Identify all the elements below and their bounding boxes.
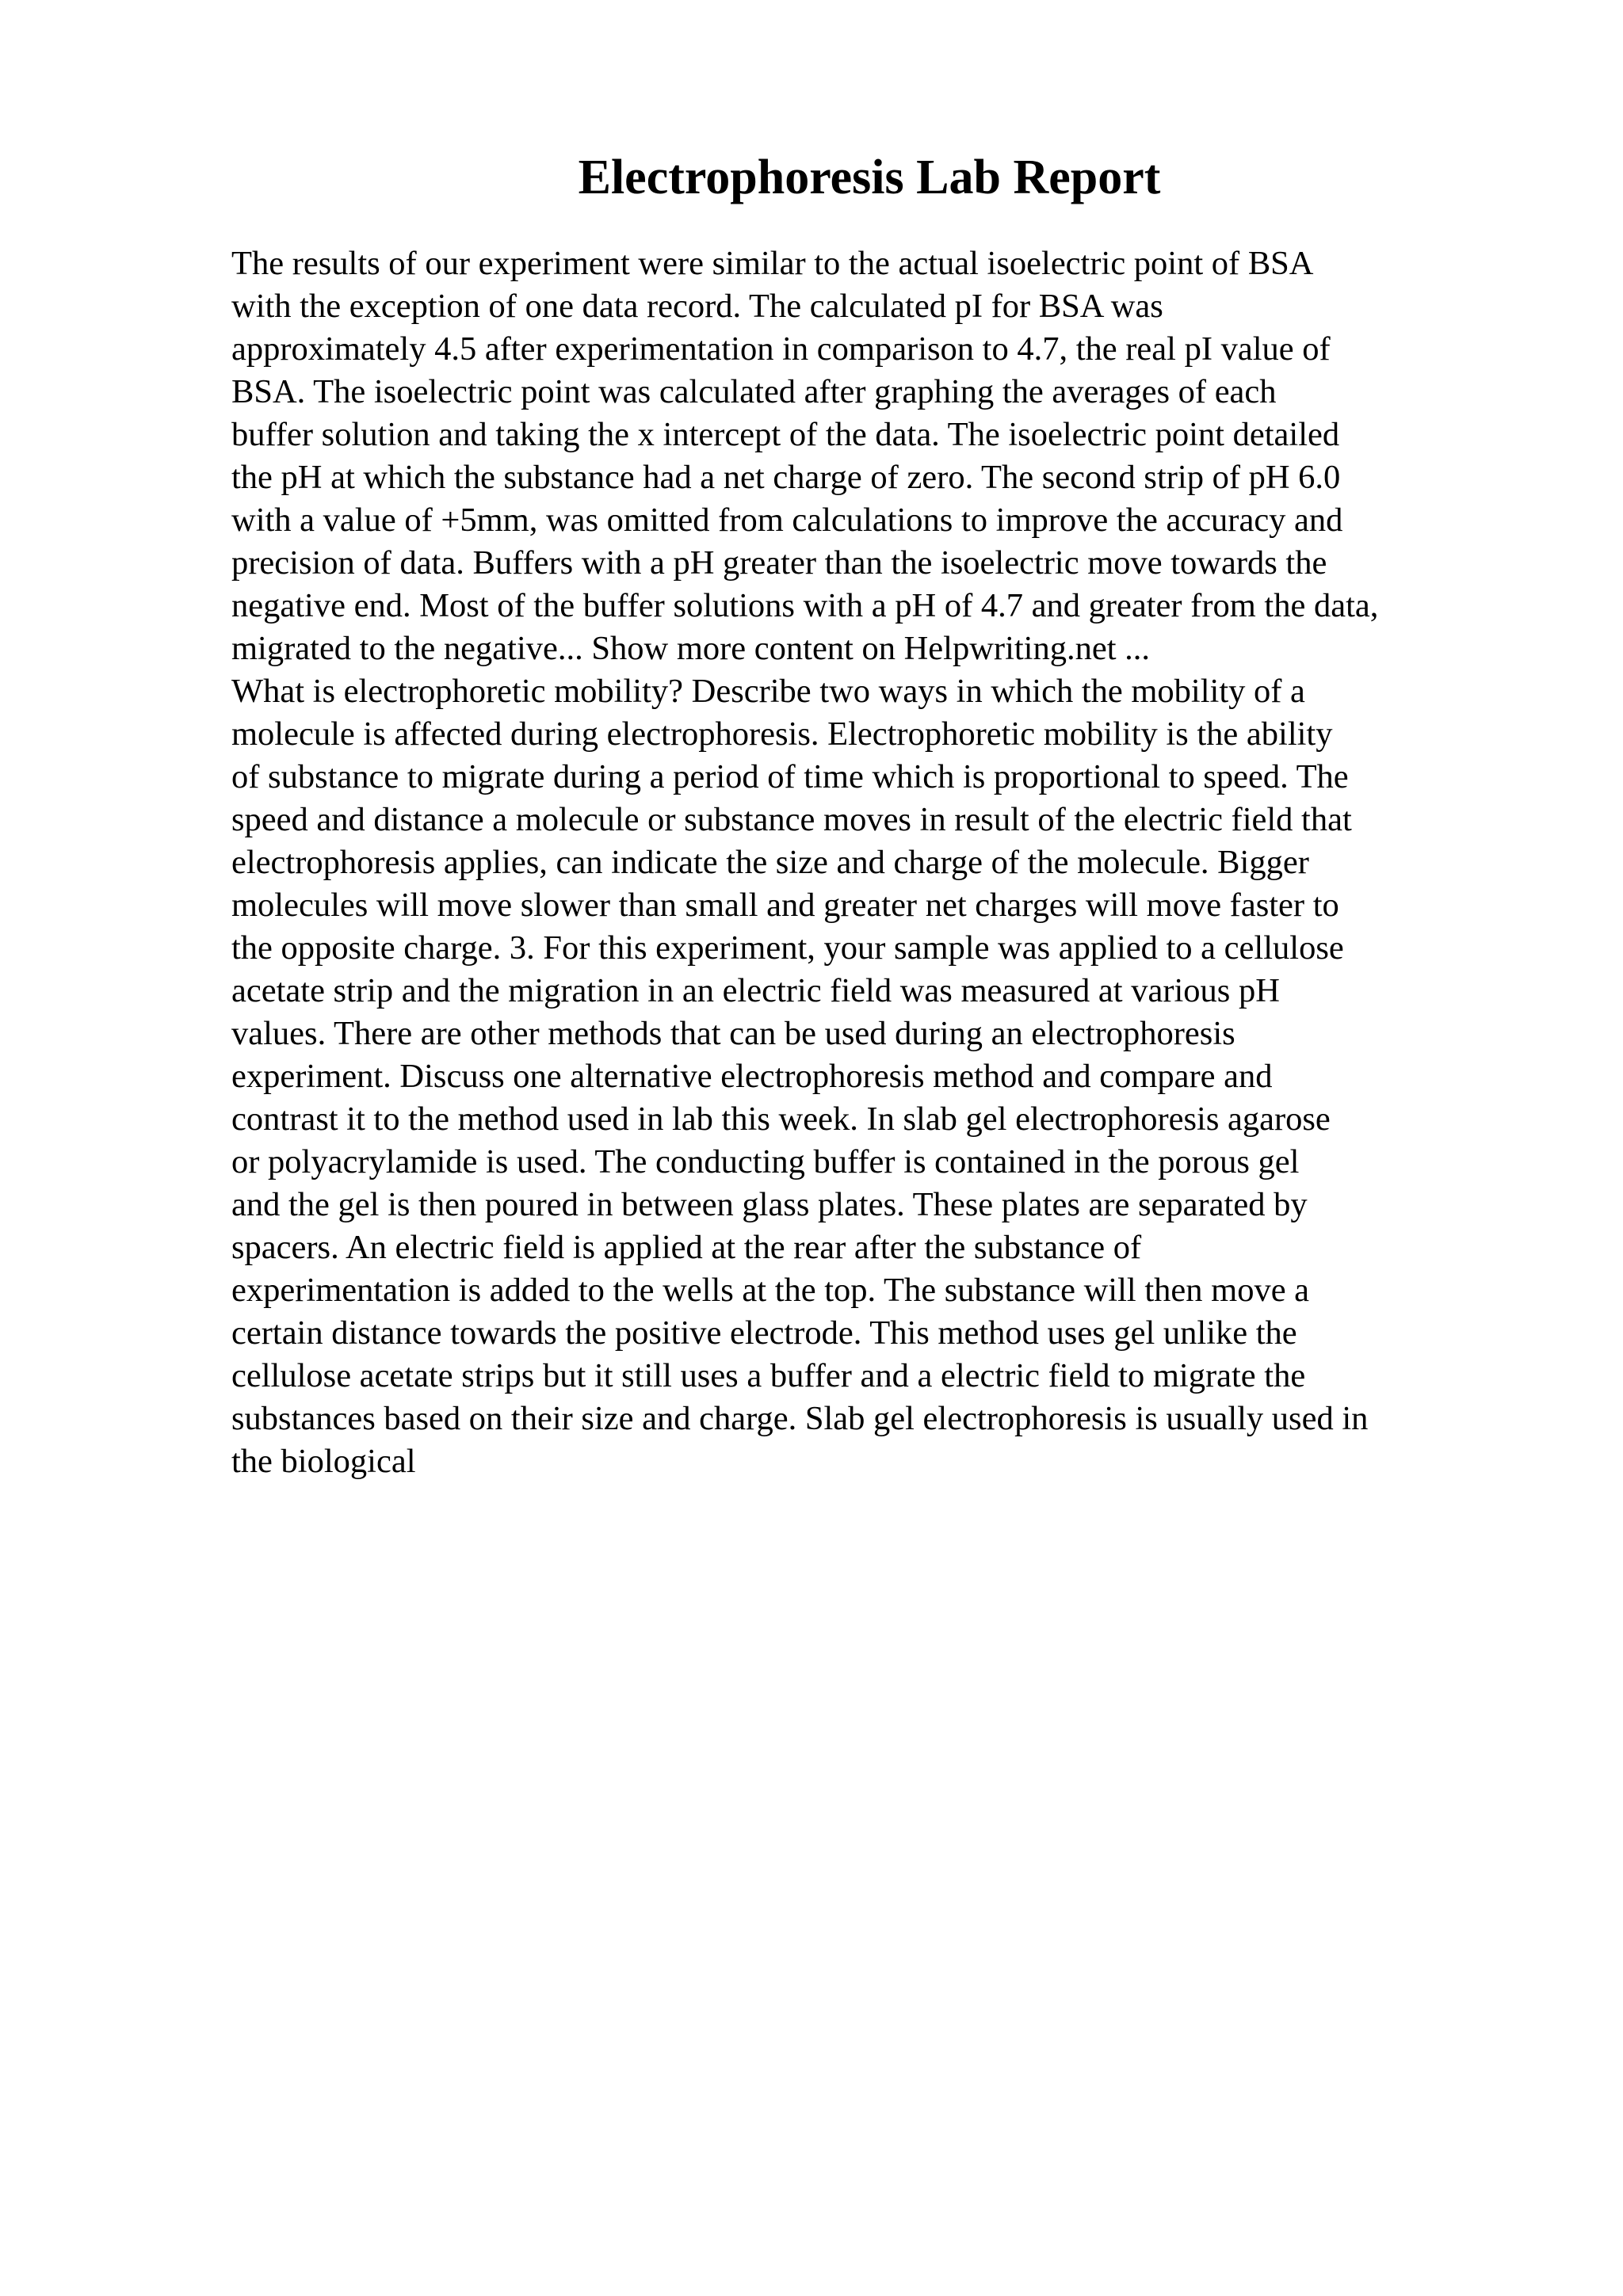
body-line: acetate strip and the migration in an electric field was measured at various pH [231,972,1280,1009]
document-title: Electrophoresis Lab Report [578,151,1161,204]
body-line: BSA. The isoelectric point was calculated after graphing the averages of each [231,373,1277,410]
document-body [231,242,1515,1483]
body-line: electrophoresis applies, can indicate the size and charge of the molecule. Bigger [231,844,1309,881]
body-line: or polyacrylamide is used. The conducting buffer is contained in the porous gel [231,1143,1300,1180]
body-line: approximately 4.5 after experimentation in comparison to 4.7, the real pI value of [231,330,1331,368]
body-line: experimentation is added to the wells at the top. The substance will then move a [231,1272,1310,1309]
body-line: migrated to the negative... Show more content on Helpwriting.net ... [231,630,1151,667]
body-line: negative end. Most of the buffer solutions with a pH of 4.7 and greater from the data, [231,587,1379,624]
body-line: values. There are other methods that can be used during an electrophoresis [231,1015,1235,1052]
body-line: certain distance towards the positive electrode. This method uses gel unlike the [231,1314,1297,1352]
body-line: precision of data. Buffers with a pH greater than the isoelectric move towards the [231,544,1327,582]
body-line: speed and distance a molecule or substance moves in result of the electric field that [231,801,1352,838]
body-line: spacers. An electric field is applied at the rear after the substance of [231,1229,1142,1266]
body-line: molecules will move slower than small and greater net charges will move faster to [231,887,1339,924]
body-line: substances based on their size and charge. Slab gel electrophoresis is usually used in [231,1400,1369,1437]
body-line: cellulose acetate strips but it still uses a buffer and a electric field to migrate the [231,1357,1306,1394]
body-line: experiment. Discuss one alternative electrophoresis method and compare and [231,1058,1273,1095]
body-line: The results of our experiment were similar to the actual isoelectric point of BSA [231,245,1314,282]
body-line: the biological [231,1443,416,1480]
body-line: buffer solution and taking the x intercept of the data. The isoelectric point detailed [231,416,1340,453]
body-line: with the exception of one data record. The calculated pI for BSA was [231,288,1163,325]
body-line: the opposite charge. 3. For this experiment, your sample was applied to a cellulose [231,929,1344,967]
body-line: and the gel is then poured in between glass plates. These plates are separated by [231,1186,1308,1223]
body-line: with a value of +5mm, was omitted from calculations to improve the accuracy and [231,502,1343,539]
body-line: of substance to migrate during a period of time which is proportional to speed. The [231,758,1349,795]
body-line: What is electrophoretic mobility? Describe two ways in which the mobility of a [231,673,1305,710]
body-line: molecule is affected during electrophoresis. Electrophoretic mobility is the ability [231,715,1333,753]
body-line: contrast it to the method used in lab this week. In slab gel electrophoresis agarose [231,1100,1331,1138]
body-line: the pH at which the substance had a net charge of zero. The second strip of pH 6.0 [231,459,1341,496]
